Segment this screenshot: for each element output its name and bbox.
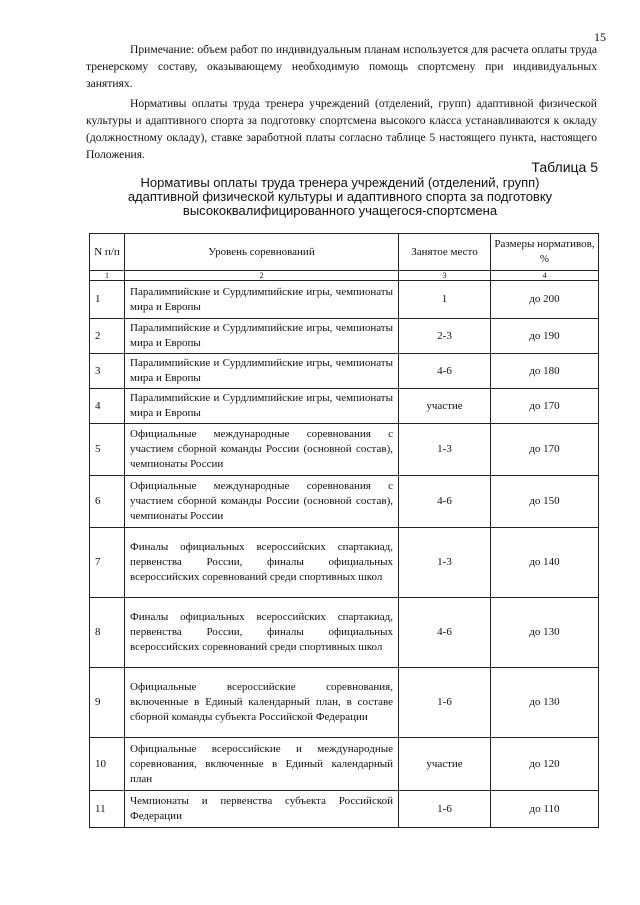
place-taken: участие xyxy=(399,738,491,791)
table-title-line-3: высококвалифицированного учащегося-спортсмена xyxy=(182,203,498,218)
header-place: Занятое место xyxy=(399,234,491,271)
norm-size: до 180 xyxy=(491,354,599,389)
norm-size: до 170 xyxy=(491,389,599,424)
norms-table xyxy=(89,233,599,828)
index-cell: 1 xyxy=(90,271,125,281)
table-row xyxy=(90,281,599,319)
row-number: 7 xyxy=(90,528,125,598)
competition-level: Финалы официальных всероссийских спартакиад, первенства России, финалы официальных всероссийских соревнований среди спортивных школ xyxy=(125,598,399,668)
place-taken: 1 xyxy=(399,281,491,319)
place-taken: 1-3 xyxy=(399,424,491,476)
row-number: 3 xyxy=(90,354,125,389)
competition-level: Паралимпийские и Сурдлимпийские игры, чемпионаты мира и Европы xyxy=(125,281,399,319)
place-taken: 1-3 xyxy=(399,528,491,598)
table-row xyxy=(90,476,599,528)
row-number: 4 xyxy=(90,389,125,424)
norm-size: до 140 xyxy=(491,528,599,598)
table-row xyxy=(90,668,599,738)
norm-size: до 130 xyxy=(491,668,599,738)
competition-level: Паралимпийские и Сурдлимпийские игры, чемпионаты мира и Европы xyxy=(125,389,399,424)
norm-size: до 200 xyxy=(491,281,599,319)
table-row xyxy=(90,598,599,668)
norm-size: до 190 xyxy=(491,319,599,354)
table-row xyxy=(90,424,599,476)
competition-level: Официальные международные соревнования с участием сборной команды России (основной состав), чемпионаты России xyxy=(125,424,399,476)
place-taken: 1-6 xyxy=(399,668,491,738)
norm-size: до 170 xyxy=(491,424,599,476)
table-header-row xyxy=(90,234,599,271)
intro-paragraph: Нормативы оплаты труда тренера учреждений (отделений, групп) адаптивной физической культуры и адаптивного спорта за подготовку спортсмена высокого класса устанавливаются к окладу (должностному окладу), ставке заработной платы согласно таблице 5 настоящего пункта, настоящего Положения. xyxy=(86,97,597,161)
row-number: 8 xyxy=(90,598,125,668)
header-num: N п/п xyxy=(90,234,125,271)
norm-size: до 120 xyxy=(491,738,599,791)
norm-size: до 130 xyxy=(491,598,599,668)
row-number: 2 xyxy=(90,319,125,354)
table-row xyxy=(90,791,599,828)
competition-level: Финалы официальных всероссийских спартакиад, первенства России, финалы официальных всероссийских соревнований среди спортивных школ xyxy=(125,528,399,598)
norm-size: до 110 xyxy=(491,791,599,828)
header-level: Уровень соревнований xyxy=(125,234,399,271)
row-number: 1 xyxy=(90,281,125,319)
table-title-line-2: адаптивной физической культуры и адаптивного спорта за подготовку xyxy=(127,189,553,204)
place-taken: 4-6 xyxy=(399,476,491,528)
competition-level: Официальные международные соревнования с участием сборной команды России (основной состав), чемпионаты России xyxy=(125,476,399,528)
table-row xyxy=(90,528,599,598)
competition-level: Паралимпийские и Сурдлимпийские игры, чемпионаты мира и Европы xyxy=(125,354,399,389)
place-taken: 2-3 xyxy=(399,319,491,354)
row-number: 9 xyxy=(90,668,125,738)
table-row xyxy=(90,389,599,424)
row-number: 5 xyxy=(90,424,125,476)
place-taken: 4-6 xyxy=(399,598,491,668)
table-row xyxy=(90,738,599,791)
note-paragraph: Примечание: объем работ по индивидуальным планам используется для расчета оплаты труда тренерскому составу, оказывающему необходимую помощь спортсмену при индивидуальных занятиях. xyxy=(86,43,597,90)
index-cell: 4 xyxy=(491,271,599,281)
place-taken: 1-6 xyxy=(399,791,491,828)
norm-size: до 150 xyxy=(491,476,599,528)
page-number: 15 xyxy=(594,30,606,44)
place-taken: участие xyxy=(399,389,491,424)
header-norm: Размеры нормативов, % xyxy=(491,234,599,271)
index-cell: 3 xyxy=(399,271,491,281)
index-cell: 2 xyxy=(125,271,399,281)
table-label: Таблица 5 xyxy=(531,159,598,175)
competition-level: Чемпионаты и первенства субъекта Российской Федерации xyxy=(125,791,399,828)
row-number: 10 xyxy=(90,738,125,791)
competition-level: Официальные всероссийские соревнования, включенные в Единый календарный план, в составе сборной команды субъекта Российской Федерации xyxy=(125,668,399,738)
row-number: 11 xyxy=(90,791,125,828)
table-row xyxy=(90,319,599,354)
table-title-line-1: Нормативы оплаты труда тренера учреждений (отделений, групп) xyxy=(140,175,540,190)
place-taken: 4-6 xyxy=(399,354,491,389)
table-title xyxy=(110,176,570,218)
table-index-row xyxy=(90,271,599,281)
competition-level: Паралимпийские и Сурдлимпийские игры, чемпионаты мира и Европы xyxy=(125,319,399,354)
row-number: 6 xyxy=(90,476,125,528)
table-row xyxy=(90,354,599,389)
competition-level: Официальные всероссийские и международные соревнования, включенные в Единый календарный план xyxy=(125,738,399,791)
